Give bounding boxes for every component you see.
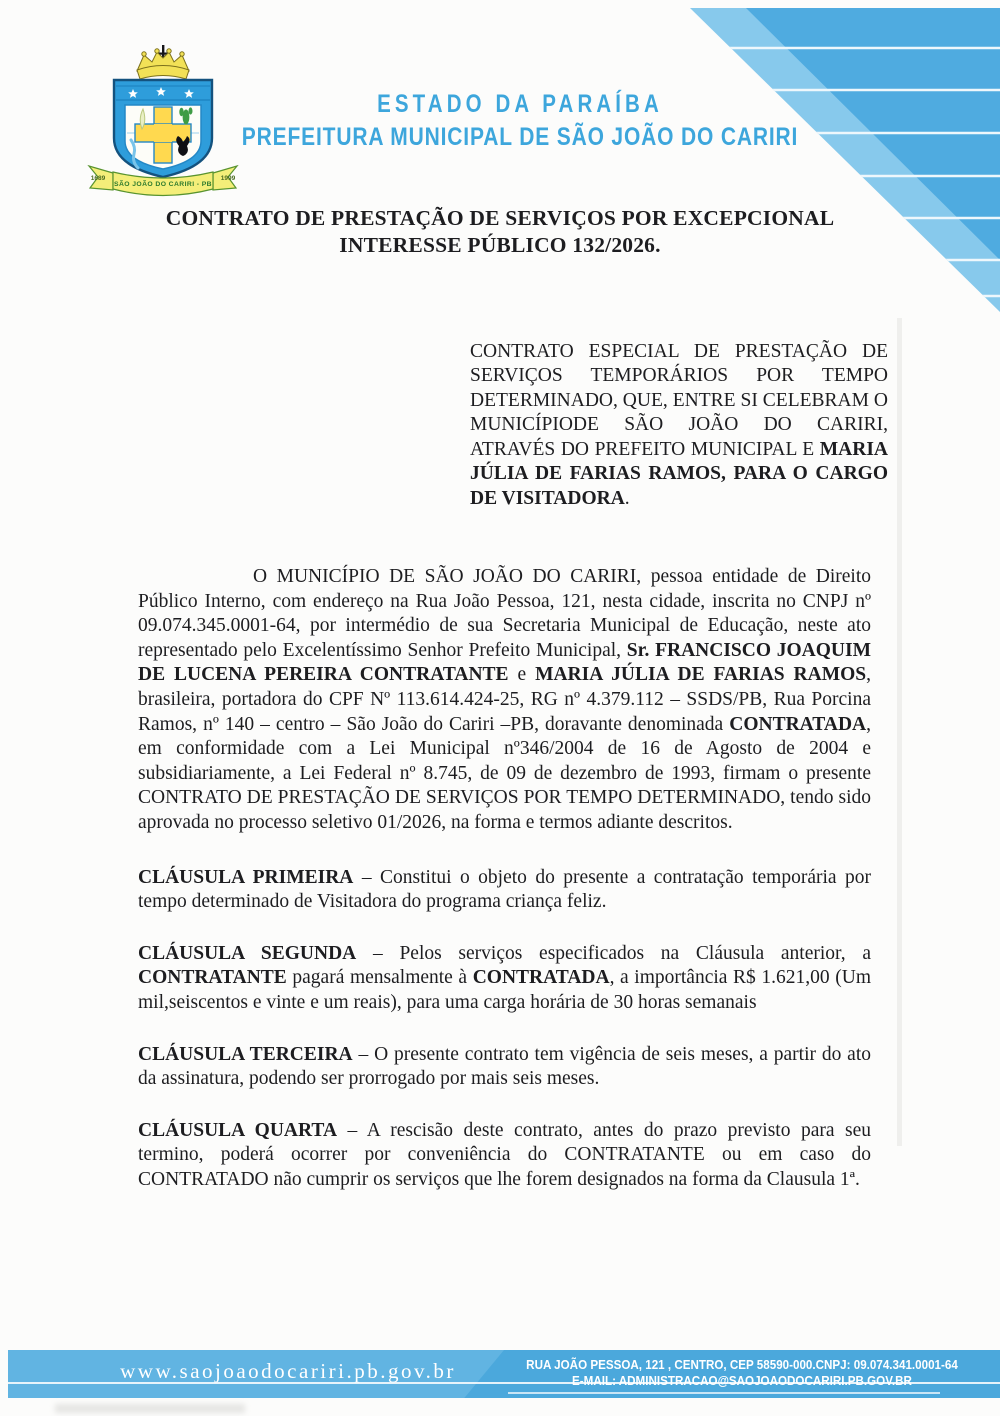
contract-title-line1: CONTRATO DE PRESTAÇÃO DE SERVIÇOS POR EXCEPCIONAL [165,206,835,230]
clause-terceira-paragraph: CLÁUSULA TERCEIRA – O presente contrato tem vigência de seis meses, a partir do ato da assinatura, podendo ser prorrogado por mais seis meses. [138,1043,871,1090]
footer-address-line: RUA JOÃO PESSOA, 121 , CENTRO, CEP 58590-000.CNPJ: 09.074.341.0001-64 [526,1358,958,1372]
clause-primeira-paragraph: CLÁUSULA PRIMEIRA – Constitui o objeto do presente a contratação temporária por tempo determinado de Visitadora do programa criança feliz. [138,866,871,913]
preamble-paragraph: O MUNICÍPIO DE SÃO JOÃO DO CARIRI, pessoa entidade de Direito Público Interno, com endereço na Rua João Pessoa, 121, nesta cidade, inscrita no CNPJ nº 09.074.345.0001-64, por intermédio de sua Secretaria Municipal de Educação, neste ato representado pelo Excelentíssimo Senhor Prefeito Municipal, Sr. FRANCISCO JOAQUIM DE LUCENA PEREIRA CONTRATANTE e MARIA JÚLIA DE FARIAS RAMOS, brasileira, portadora do CPF Nº 113.614.424-25, RG nº 4.379.112 – SSDS/PB, Rua Porcina Ramos, nº 140 – centro – São João do Cariri –PB, doravante denominada CONTRATADA, em conformidade com a Lei Municipal nº346/2004 de 16 de Agosto de 2004 e subsidiariamente, a Lei Federal nº 8.745, de 09 de dezembro de 1993, firmam o presente CONTRATO DE PRESTAÇÃO DE SERVIÇOS POR TEMPO DETERMINADO, tendo sido aprovada no processo seletivo 01/2026, na forma e termos adiante descritos. [138,566,871,833]
contract-title-line2: INTERESSE PÚBLICO 132/2026. [339,232,661,257]
ribbon-label: SÃO JOÃO DO CARIRI - PB [114,181,212,188]
ribbon-year-right: 1999 [220,175,236,182]
footer-website-url: www.saojoaodocariri.pb.gov.br [120,1359,456,1383]
letterhead [140,88,900,154]
scan-artifact-smudge [55,1404,245,1413]
contract-title [130,205,870,258]
corner-stripes-decoration [680,0,1000,315]
scan-artifact-streak [897,318,902,1146]
footer-contact-block [524,1357,959,1389]
ribbon-year-left: 1689 [90,175,106,182]
recital-paragraph: CONTRATO ESPECIAL DE PRESTAÇÃO DE SERVIÇOS TEMPORÁRIOS POR TEMPO DETERMINADO, QUE, ENTRE SI CELEBRAM O MUNICÍPIODE SÃO JOÃO DO CARIRI, ATRAVÉS DO PREFEITO MUNICIPAL E MARIA JÚLIA DE FARIAS RAMOS, PARA O CARGO DE VISITADORA. [470,340,888,510]
footer-divider-line-right [508,1392,940,1394]
clause-quarta-paragraph: CLÁUSULA QUARTA – A rescisão deste contrato, antes do prazo previsto para seu termino, poderá ocorrer por conveniência do CONTRATANTE ou em caso do CONTRATADO não cumprir os serviços que lhe forem designados na forma da Clausula 1ª. [138,1119,871,1190]
letterhead-municipality-name: PREFEITURA MUNICIPAL DE SÃO JOÃO DO CARIRI [241,123,799,151]
contract-body [138,565,871,1219]
clause-segunda-paragraph: CLÁUSULA SEGUNDA – Pelos serviços especificados na Cláusula anterior, a CONTRATANTE pagará mensalmente à CONTRATADA, a importância R$ 1.621,00 (Um mil,seiscentos e vinte e um reais), para uma carga horária de 30 horas semanais [138,942,871,1013]
footer-bar [8,1350,1000,1398]
footer-email-line: E-MAIL: ADMINISTRACAO@SAOJOAODOCARIRI.PB.GOV.BR [572,1374,912,1388]
letterhead-state-name: ESTADO DA PARAÍBA [377,90,663,118]
